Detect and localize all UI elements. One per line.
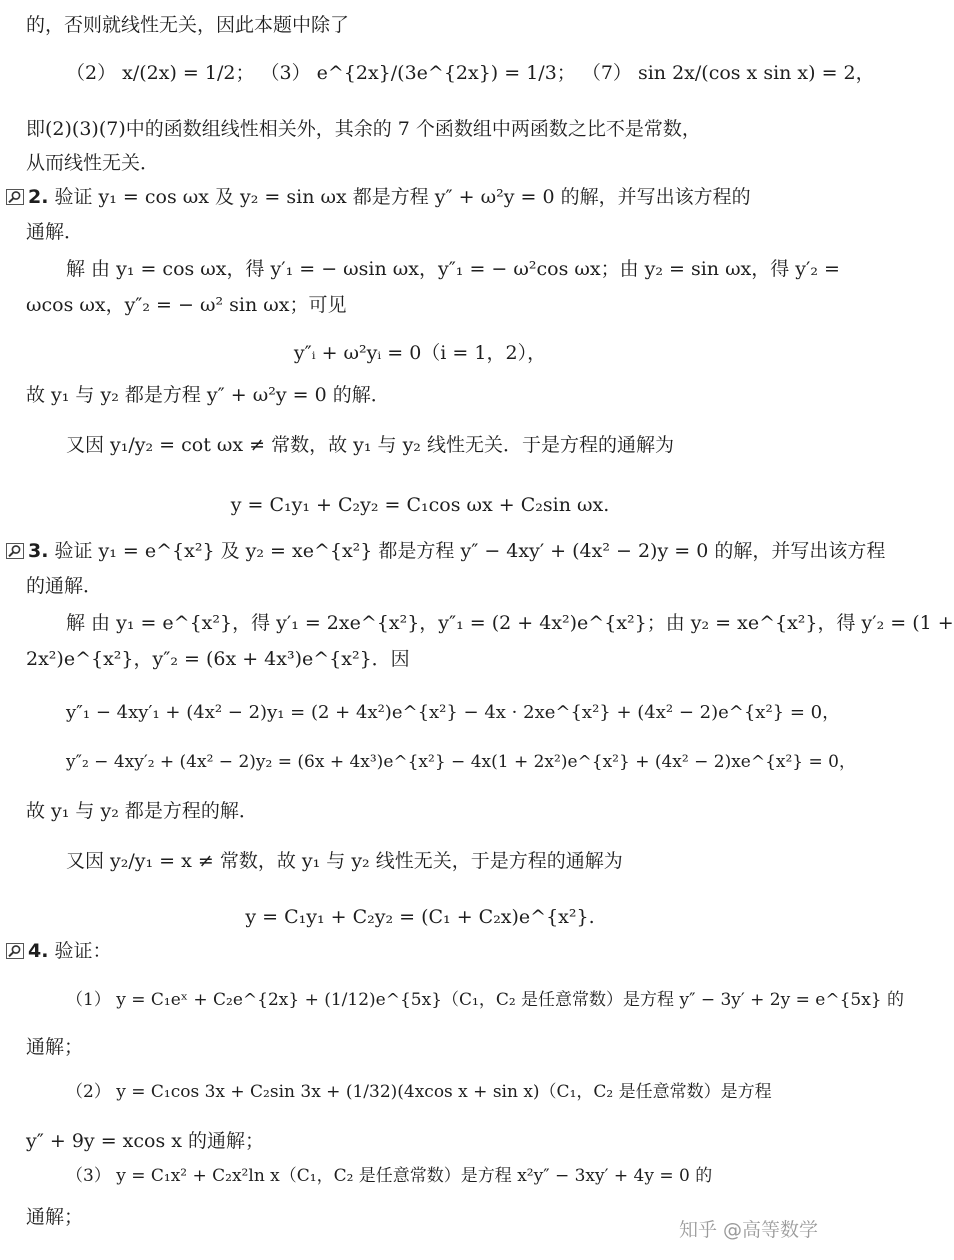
display-equation: y = C₁y₁ + C₂y₂ = C₁cos ωx + C₂sin ωx. [230,494,610,516]
solution-line: 解 由 y₁ = cos ωx，得 y′₁ = − ωsin ωx，y″₁ = − ω²cos ωx；由 y₂ = sin ωx，得 y′₂ = [66,258,840,280]
display-equation: y = C₁y₁ + C₂y₂ = (C₁ + C₂x)e^{x²}. [245,906,595,928]
problem-number: 2. [28,186,49,208]
text-line: 的，否则就线性无关，因此本题中除了 [26,14,350,36]
display-equation: y″₂ − 4xy′₂ + (4x² − 2)y₂ = (6x + 4x³)e^{x²} − 4x(1 + 2x²)e^{x²} + (4x² − 2)xe^{x²} = 0， [66,752,856,772]
magnifier-icon [6,543,24,559]
text-line: 的通解． [26,575,103,597]
problem-2-heading [6,186,751,209]
watermark: 知乎 @高等数学 [678,1219,818,1241]
problem-3-heading [6,540,885,563]
text-line: 通解． [26,221,84,243]
text-line: 故 y₁ 与 y₂ 都是方程的解． [26,800,258,822]
text-line: 故 y₁ 与 y₂ 都是方程 y″ + ω²y = 0 的解． [26,384,390,406]
display-equation: y″₁ − 4xy′₁ + (4x² − 2)y₁ = (2 + 4x²)e^{x²} − 4x · 2xe^{x²} + (4x² − 2)e^{x²} = 0， [66,702,841,723]
text-line: 即(2)(3)(7)中的函数组线性相关外，其余的 7 个函数组中两函数之比不是常数， [26,118,701,140]
text-line: 通解； [26,1036,84,1058]
problem-number: 3. [28,540,49,562]
solution-line: 解 由 y₁ = e^{x²}，得 y′₁ = 2xe^{x²}，y″₁ = (2 + 4x²)e^{x²}；由 y₂ = xe^{x²}，得 y′₂ = (1 + [66,612,954,634]
text-line: 又因 y₁/y₂ = cot ωx ≠ 常数，故 y₁ 与 y₂ 线性无关．于是方程的通解为 [66,434,674,456]
magnifier-icon [6,943,24,959]
problem-statement: 验证： [54,940,112,962]
text-line: 2x²)e^{x²}，y″₂ = (6x + 4x³)e^{x²}．因 [26,648,410,670]
problem-statement: 验证 y₁ = e^{x²} 及 y₂ = xe^{x²} 都是方程 y″ − 4xy′ + (4x² − 2)y = 0 的解，并写出该方程 [54,540,886,562]
problem-statement: 验证 y₁ = cos ωx 及 y₂ = sin ωx 都是方程 y″ + ω²y = 0 的解，并写出该方程的 [54,186,751,208]
text-line: y″ + 9y = xcos x 的通解； [26,1130,264,1152]
ratios-line: （2） x/(2x) = 1/2； （3） e^{2x}/(3e^{2x}) = 1/3； （7） sin 2x/(cos x sin x) = 2， [66,62,875,84]
item-line: （2） y = C₁cos 3x + C₂sin 3x + (1/32)(4xcos x + sin x)（C₁，C₂ 是任意常数）是方程 [66,1082,772,1102]
text-line: 又因 y₂/y₁ = x ≠ 常数，故 y₁ 与 y₂ 线性无关，于是方程的通解为 [66,850,623,872]
text-line: 通解； [26,1206,84,1228]
text-line: 从而线性无关． [26,152,160,174]
problem-number: 4. [28,940,49,962]
display-equation: y″ᵢ + ω²yᵢ = 0（i = 1，2）， [293,342,547,364]
item-line: （1） y = C₁eˣ + C₂e^{2x} + (1/12)e^{5x}（C₁，C₂ 是任意常数）是方程 y″ − 3y′ + 2y = e^{5x} 的 [66,990,905,1010]
problem-4-heading [6,940,112,963]
magnifier-icon [6,189,24,205]
text-line: ωcos ωx，y″₂ = − ω² sin ωx；可见 [26,294,347,316]
item-line: （3） y = C₁x² + C₂x²ln x（C₁，C₂ 是任意常数）是方程 x²y″ − 3xy′ + 4y = 0 的 [66,1166,713,1186]
